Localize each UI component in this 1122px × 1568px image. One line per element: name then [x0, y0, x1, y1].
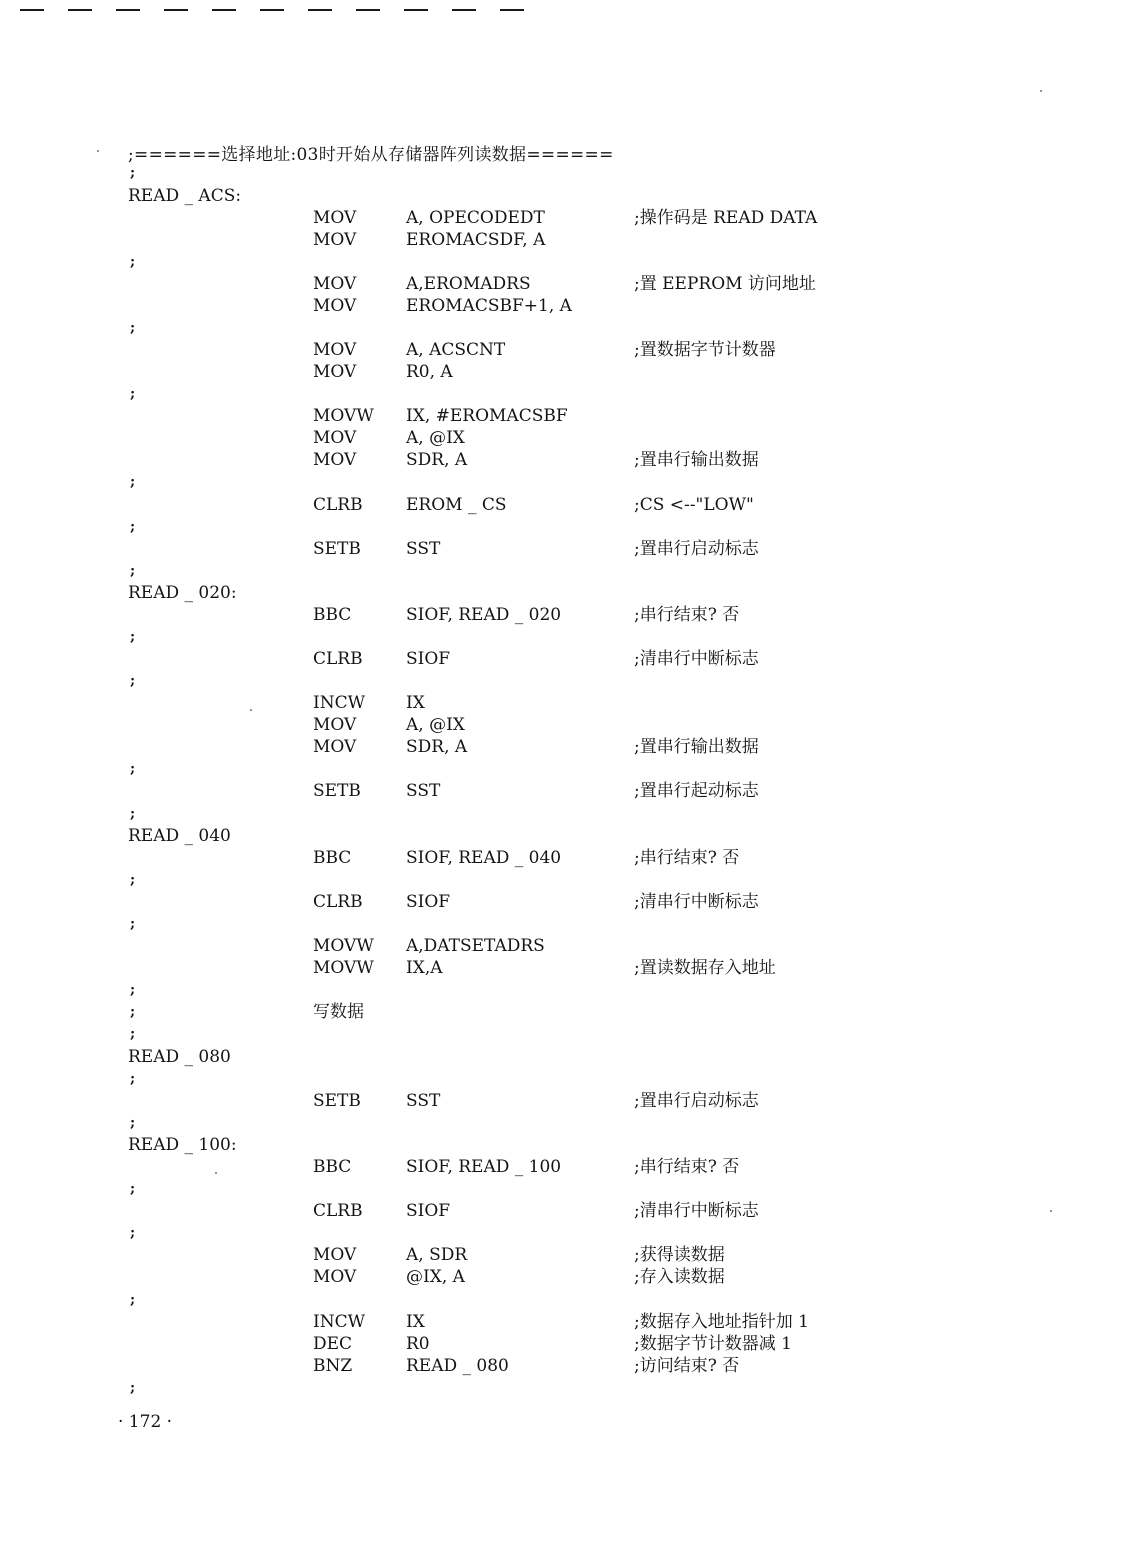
blank-comment-line — [0, 670, 1122, 692]
code-comment: ;访问结束? 否 — [634, 1356, 740, 1376]
operands: A, ACSCNT — [406, 340, 506, 360]
semicolon-marker: ; — [130, 761, 136, 777]
dash-mark — [212, 9, 236, 11]
code-comment: ;置读数据存入地址 — [634, 958, 776, 978]
code-comment: ;置串行输出数据 — [634, 737, 759, 757]
opcode: CLRB — [313, 1201, 363, 1221]
operands: R0 — [406, 1334, 430, 1354]
dash-mark — [356, 9, 380, 11]
opcode: SETB — [313, 539, 361, 559]
scan-speck — [97, 150, 99, 152]
scan-speck — [215, 1172, 217, 1174]
operands: IX,A — [406, 958, 443, 978]
code-instruction-line — [0, 1355, 1122, 1377]
code-comment: ;获得读数据 — [634, 1245, 725, 1265]
opcode: MOV — [313, 362, 357, 382]
blank-comment-line — [0, 803, 1122, 825]
code-instruction-line — [0, 935, 1122, 957]
code-instruction-line — [0, 229, 1122, 251]
opcode: MOV — [313, 340, 357, 360]
operands: SIOF — [406, 1201, 451, 1221]
code-instruction-line — [0, 1090, 1122, 1112]
code-comment: ;清串行中断标志 — [634, 1201, 759, 1221]
blank-comment-line — [0, 560, 1122, 582]
blank-comment-line — [0, 1289, 1122, 1311]
semicolon-marker: ; — [130, 806, 136, 822]
operands: SDR, A — [406, 737, 468, 757]
operands: EROM _ CS — [406, 495, 507, 515]
semicolon-marker: ; — [130, 474, 136, 490]
code-comment: ;置数据字节计数器 — [634, 340, 776, 360]
semicolon-marker: ; — [130, 1115, 136, 1131]
code-label: READ _ 080 — [128, 1047, 231, 1067]
opcode: MOV — [313, 737, 357, 757]
semicolon-marker: ; — [130, 1225, 136, 1241]
operands: EROMACSDF, A — [406, 230, 546, 250]
dash-mark — [500, 9, 524, 11]
operands: A, OPECODEDT — [406, 208, 545, 228]
operands: A, SDR — [406, 1245, 468, 1265]
blank-comment-line — [0, 1068, 1122, 1090]
operands: IX — [406, 1312, 425, 1332]
semicolon-marker: ; — [130, 916, 136, 932]
opcode: BNZ — [313, 1356, 353, 1376]
scan-speck — [1050, 1210, 1052, 1212]
opcode: MOVW — [313, 958, 374, 978]
dash-mark — [116, 9, 140, 11]
code-instruction-line — [0, 780, 1122, 802]
semicolon-marker: ; — [130, 982, 136, 998]
operands: A, @IX — [406, 715, 465, 735]
blank-comment-line — [0, 1222, 1122, 1244]
semicolon-marker: ; — [130, 1292, 136, 1308]
dash-mark — [308, 9, 332, 11]
operands: SIOF, READ _ 040 — [406, 848, 562, 868]
code-instruction-line — [0, 273, 1122, 295]
top-dashed-rule — [20, 0, 540, 12]
operands: @IX, A — [406, 1267, 465, 1287]
opcode: MOV — [313, 715, 357, 735]
opcode: MOV — [313, 1245, 357, 1265]
code-instruction-line — [0, 736, 1122, 758]
dash-mark — [164, 9, 188, 11]
code-comment: ;清串行中断标志 — [634, 892, 759, 912]
opcode: MOVW — [313, 936, 374, 956]
opcode: CLRB — [313, 892, 363, 912]
semicolon-marker: ; — [130, 1026, 136, 1042]
code-comment: ;置串行输出数据 — [634, 450, 759, 470]
opcode: CLRB — [313, 649, 363, 669]
opcode: MOV — [313, 296, 357, 316]
code-instruction-line — [0, 604, 1122, 626]
code-instruction-line — [0, 361, 1122, 383]
operands: IX, #EROMACSBF — [406, 406, 568, 426]
operands: IX — [406, 693, 425, 713]
blank-comment-line — [0, 869, 1122, 891]
code-comment: ;数据存入地址指针加 1 — [634, 1312, 809, 1332]
code-label-line — [0, 825, 1122, 847]
opcode: DEC — [313, 1334, 353, 1354]
code-comment: ;串行结束? 否 — [634, 605, 740, 625]
operands: A,EROMADRS — [406, 274, 531, 294]
code-comment: ;置串行启动标志 — [634, 539, 759, 559]
operands: SIOF — [406, 649, 451, 669]
opcode: BBC — [313, 605, 352, 625]
operands: SIOF — [406, 892, 451, 912]
blank-comment-line — [0, 1112, 1122, 1134]
semicolon-marker: ; — [130, 519, 136, 535]
semicolon-marker: ; — [130, 386, 136, 402]
code-instruction-line — [0, 1333, 1122, 1355]
code-comment: ;数据字节计数器减 1 — [634, 1334, 792, 1354]
code-comment: ;串行结束? 否 — [634, 848, 740, 868]
dash-mark — [20, 9, 44, 11]
opcode: MOV — [313, 1267, 357, 1287]
code-instruction-line — [0, 957, 1122, 979]
dash-mark — [452, 9, 476, 11]
opcode: INCW — [313, 1312, 366, 1332]
blank-comment-line — [0, 471, 1122, 493]
code-comment: ;存入读数据 — [634, 1267, 725, 1287]
blank-comment-line — [0, 383, 1122, 405]
code-label-line — [0, 185, 1122, 207]
code-instruction-line — [0, 648, 1122, 670]
code-instruction-line — [0, 1266, 1122, 1288]
code-comment: ;置串行启动标志 — [634, 1091, 759, 1111]
blank-comment-line — [0, 1023, 1122, 1045]
code-label-line — [0, 582, 1122, 604]
code-comment: ;置 EEPROM 访问地址 — [634, 274, 816, 294]
code-instruction-line — [0, 714, 1122, 736]
code-label: READ _ 040 — [128, 826, 231, 846]
code-label: READ _ 100: — [128, 1135, 237, 1155]
operands: SST — [406, 539, 441, 559]
operands: SIOF, READ _ 020 — [406, 605, 562, 625]
opcode: INCW — [313, 693, 366, 713]
opcode: MOVW — [313, 406, 374, 426]
blank-comment-line — [0, 516, 1122, 538]
blank-comment-line — [0, 251, 1122, 273]
scan-speck — [1040, 90, 1042, 92]
code-instruction-line — [0, 449, 1122, 471]
semicolon-marker: ; — [130, 1071, 136, 1087]
semicolon-marker: ; — [130, 673, 136, 689]
dash-mark — [260, 9, 284, 11]
page-number: · 172 · — [118, 1412, 173, 1432]
code-instruction-line — [0, 847, 1122, 869]
code-comment: ;置串行起动标志 — [634, 781, 759, 801]
semicolon-marker: ; — [130, 1004, 136, 1020]
blank-comment-line — [0, 317, 1122, 339]
dash-mark — [68, 9, 92, 11]
operands: READ _ 080 — [406, 1356, 509, 1376]
opcode: MOV — [313, 208, 357, 228]
code-instruction-line — [0, 891, 1122, 913]
code-instruction-line — [0, 1001, 1122, 1023]
code-comment: ;CS <--"LOW" — [634, 495, 754, 515]
code-label: READ _ ACS: — [128, 186, 242, 206]
semicolon-marker: ; — [130, 1181, 136, 1197]
code-instruction-line — [0, 405, 1122, 427]
code-instruction-line — [0, 494, 1122, 516]
code-instruction-line — [0, 427, 1122, 449]
code-instruction-line — [0, 207, 1122, 229]
blank-comment-line — [0, 626, 1122, 648]
opcode: MOV — [313, 230, 357, 250]
operands: SST — [406, 781, 441, 801]
blank-comment-line — [0, 1178, 1122, 1200]
semicolon-marker: ; — [130, 254, 136, 270]
semicolon-marker: ; — [130, 629, 136, 645]
code-instruction-line — [0, 1200, 1122, 1222]
code-label-line — [0, 1134, 1122, 1156]
scan-speck — [250, 709, 252, 711]
opcode: MOV — [313, 274, 357, 294]
operands: EROMACSBF+1, A — [406, 296, 572, 316]
code-instruction-line — [0, 692, 1122, 714]
operands: A,DATSETADRS — [406, 936, 545, 956]
blank-comment-line — [0, 758, 1122, 780]
code-comment: ;操作码是 READ DATA — [634, 208, 818, 228]
code-label-line — [0, 1046, 1122, 1068]
dash-mark — [404, 9, 428, 11]
blank-comment-line — [0, 913, 1122, 935]
code-comment: ;串行结束? 否 — [634, 1157, 740, 1177]
opcode: CLRB — [313, 495, 363, 515]
semicolon-marker: ; — [130, 1380, 136, 1396]
code-instruction-line — [0, 1156, 1122, 1178]
opcode: MOV — [313, 428, 357, 448]
code-instruction-line — [0, 295, 1122, 317]
opcode: MOV — [313, 450, 357, 470]
blank-comment-line — [0, 162, 1122, 184]
code-instruction-line — [0, 1244, 1122, 1266]
semicolon-marker: ; — [130, 563, 136, 579]
operands: SDR, A — [406, 450, 468, 470]
blank-comment-line — [0, 979, 1122, 1001]
blank-comment-line — [0, 1377, 1122, 1399]
code-instruction-line — [0, 339, 1122, 361]
opcode: SETB — [313, 781, 361, 801]
opcode: BBC — [313, 848, 352, 868]
operands: A, @IX — [406, 428, 465, 448]
operands: SST — [406, 1091, 441, 1111]
operands: R0, A — [406, 362, 453, 382]
semicolon-marker: ; — [130, 165, 136, 181]
code-instruction-line — [0, 1311, 1122, 1333]
section-header: ;======选择地址:03时开始从存储器阵列读数据====== — [128, 145, 614, 165]
code-comment: ;清串行中断标志 — [634, 649, 759, 669]
operands: SIOF, READ _ 100 — [406, 1157, 562, 1177]
opcode: BBC — [313, 1157, 352, 1177]
opcode: 写数据 — [313, 1002, 364, 1022]
semicolon-marker: ; — [130, 872, 136, 888]
opcode: SETB — [313, 1091, 361, 1111]
code-instruction-line — [0, 538, 1122, 560]
code-label: READ _ 020: — [128, 583, 237, 603]
semicolon-marker: ; — [130, 320, 136, 336]
